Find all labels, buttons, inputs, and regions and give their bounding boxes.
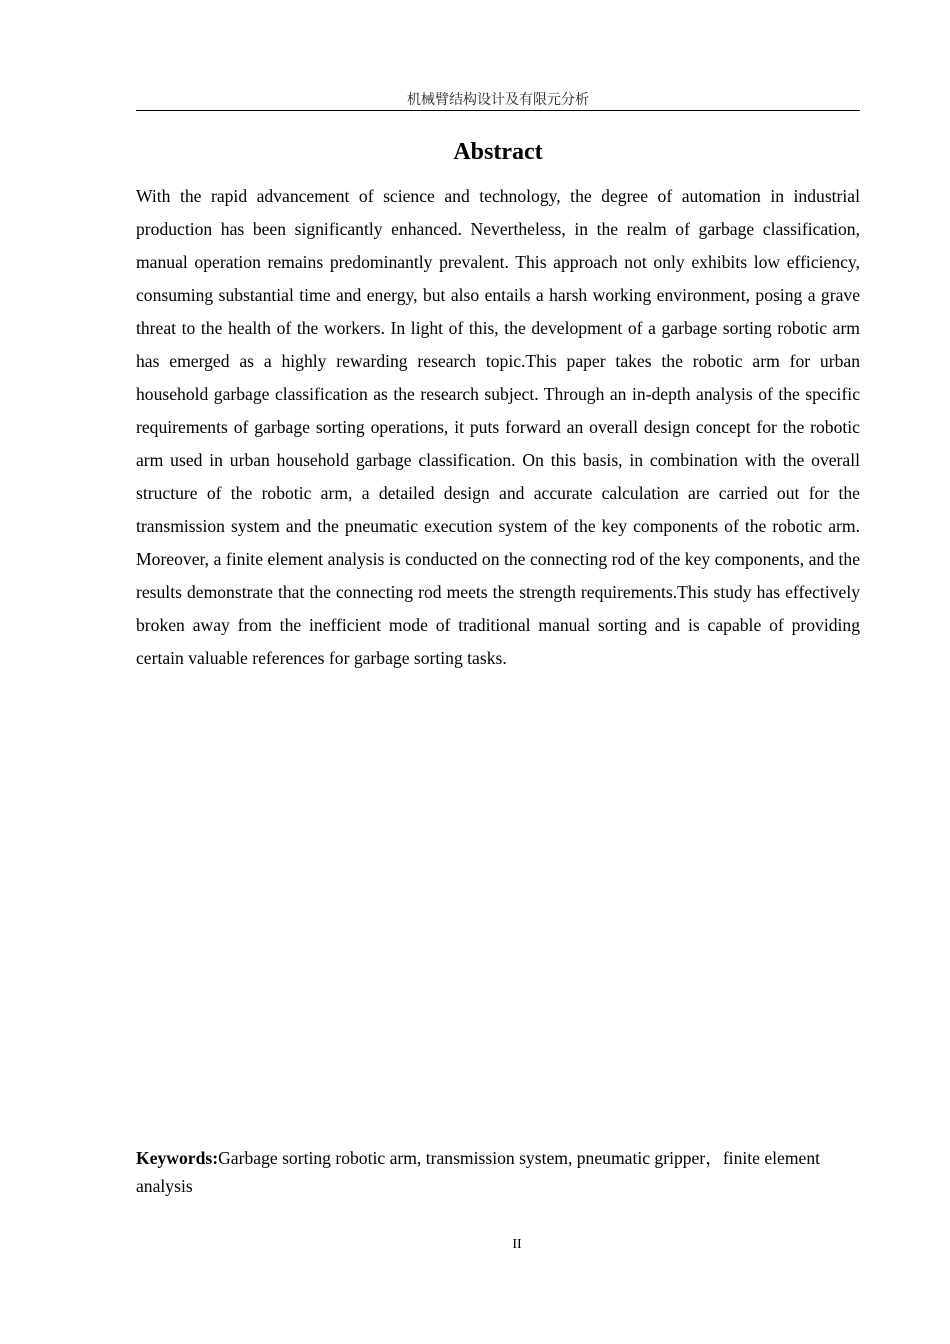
page-number: II	[512, 1237, 522, 1252]
keywords-label: Keywords:	[136, 1148, 219, 1168]
abstract-body: With the rapid advancement of science and technology, the degree of automation in industrial production has been significantly enhanced. Nevertheless, in the realm of garbage classification, manual operation remains predominantly prevalent. This approach not only exhibits low efficiency, consuming substantial time and energy, but also entails a harsh working environment, posing a grave threat to the health of the workers. In light of this, the development of a garbage sorting robotic arm has emerged as a highly rewarding research topic.This paper takes the robotic arm for urban household garbage classification as the research subject. Through an in-depth analysis of the specific requirements of garbage sorting operations, it puts forward an overall design concept for the robotic arm used in urban household garbage classification. On this basis, in combination with the overall structure of the robotic arm, a detailed design and accurate calculation are carried out for the transmission system and the pneumatic execution system of the key components of the robotic arm. Moreover, a finite element analysis is conducted on the connecting rod of the key components, and the results demonstrate that the connecting rod meets the strength requirements.This study has effectively broken away from the inefficient mode of traditional manual sorting and is capable of providing certain valuable references for garbage sorting tasks.	[136, 186, 860, 668]
keywords	[136, 1144, 860, 1200]
abstract-title: Abstract	[453, 139, 543, 165]
keywords-text: Garbage sorting robotic arm, transmission system, pneumatic gripper，finite element analysis	[136, 1148, 821, 1196]
running-header: 机械臂结构设计及有限元分析	[407, 92, 589, 108]
header-rule	[136, 110, 860, 111]
